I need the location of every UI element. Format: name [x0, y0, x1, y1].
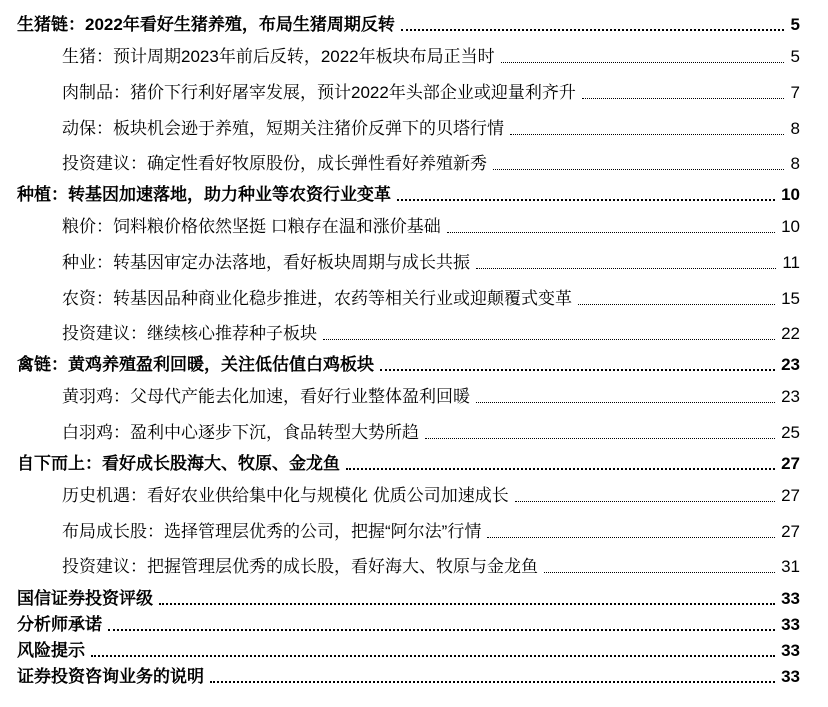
toc-entry-title: 动保：板块机会逊于养殖，短期关注猪价反弹下的贝塔行情	[62, 119, 504, 138]
dot-leader	[210, 681, 775, 683]
toc-entry[interactable]	[0, 212, 828, 242]
toc-entry-page: 23	[781, 355, 800, 374]
toc-entry[interactable]	[0, 552, 828, 582]
dot-leader	[380, 369, 775, 371]
toc-entry[interactable]	[0, 78, 828, 108]
toc-entry-page: 23	[781, 387, 800, 406]
toc-entry-title: 投资建议：把握管理层优秀的成长股，看好海大、牧原与金龙鱼	[62, 557, 538, 576]
toc-entry[interactable]	[0, 517, 828, 547]
toc-entry-title: 风险提示	[17, 641, 85, 660]
toc-entry-title: 种业：转基因审定办法落地，看好板块周期与成长共振	[62, 253, 470, 272]
toc-entry[interactable]	[0, 180, 828, 210]
toc-entry-title: 种植：转基因加速落地，助力种业等农资行业变革	[17, 185, 391, 204]
toc-entry-title: 投资建议：继续核心推荐种子板块	[62, 324, 317, 343]
toc-entry-page: 31	[781, 557, 800, 576]
toc-entry-page: 27	[781, 454, 800, 473]
toc-entry[interactable]	[0, 114, 828, 144]
toc-entry-title: 农资：转基因品种商业化稳步推进，农药等相关行业或迎颠覆式变革	[62, 289, 572, 308]
toc-entry-title: 分析师承诺	[17, 615, 102, 634]
dot-leader	[447, 232, 775, 233]
dot-leader	[515, 501, 775, 502]
dot-leader	[397, 199, 775, 201]
toc-entry[interactable]	[0, 42, 828, 72]
toc-entry-title: 黄羽鸡：父母代产能去化加速，看好行业整体盈利回暖	[62, 387, 470, 406]
dot-leader	[91, 655, 775, 657]
toc-entry-title: 生猪：预计周期2023年前后反转，2022年板块布局正当时	[62, 47, 495, 66]
toc-entry-page: 7	[790, 83, 800, 102]
toc-entry-title: 布局成长股：选择管理层优秀的公司，把握“阿尔法”行情	[62, 522, 482, 541]
dot-leader	[159, 603, 775, 605]
toc-entry-page: 10	[781, 217, 800, 236]
toc-entry[interactable]	[0, 662, 828, 692]
toc-entry[interactable]	[0, 382, 828, 412]
toc-entry-page: 8	[790, 119, 800, 138]
toc-entry-page: 27	[781, 522, 800, 541]
toc-entry[interactable]	[0, 481, 828, 511]
toc-entry-title: 白羽鸡：盈利中心逐步下沉，食品转型大势所趋	[62, 423, 419, 442]
toc-entry-page: 5	[790, 47, 800, 66]
toc-entry[interactable]	[0, 248, 828, 278]
dot-leader	[501, 62, 784, 63]
toc-entry-title: 历史机遇：看好农业供给集中化与规模化 优质公司加速成长	[62, 486, 509, 505]
toc-entry-title: 禽链：黄鸡养殖盈利回暖，关注低估值白鸡板块	[17, 355, 374, 374]
toc-entry-title: 粮价：饲料粮价格依然坚挺 口粮存在温和涨价基础	[62, 217, 441, 236]
toc-entry-title: 肉制品：猪价下行利好屠宰发展，预计2022年头部企业或迎量利齐升	[62, 83, 576, 102]
toc-entry-page: 33	[781, 667, 800, 686]
dot-leader	[476, 402, 775, 403]
toc-entry[interactable]	[0, 350, 828, 380]
dot-leader	[487, 537, 775, 538]
toc-entry-page: 33	[781, 641, 800, 660]
dot-leader	[582, 98, 784, 99]
dot-leader	[578, 304, 775, 305]
toc-entry[interactable]	[0, 284, 828, 314]
toc-entry[interactable]	[0, 449, 828, 479]
dot-leader	[425, 438, 775, 439]
toc-entry[interactable]	[0, 418, 828, 448]
toc-entry-page: 8	[790, 154, 800, 173]
toc-entry-title: 自下而上：看好成长股海大、牧原、金龙鱼	[17, 454, 340, 473]
toc-entry-title: 证券投资咨询业务的说明	[17, 667, 204, 686]
toc-entry-page: 33	[781, 589, 800, 608]
dot-leader	[493, 169, 784, 170]
toc-entry[interactable]	[0, 149, 828, 179]
toc-entry-title: 国信证券投资评级	[17, 589, 153, 608]
dot-leader	[544, 572, 775, 573]
dot-leader	[476, 268, 776, 269]
dot-leader	[323, 339, 775, 340]
toc-entry-page: 22	[781, 324, 800, 343]
toc-entry[interactable]	[0, 319, 828, 349]
dot-leader	[108, 629, 775, 631]
toc-entry-title: 投资建议：确定性看好牧原股份，成长弹性看好养殖新秀	[62, 154, 487, 173]
dot-leader	[510, 134, 784, 135]
toc-entry-page: 15	[781, 289, 800, 308]
toc-entry-page: 33	[781, 615, 800, 634]
toc-entry-page: 25	[781, 423, 800, 442]
toc-entry[interactable]	[0, 10, 828, 40]
dot-leader	[346, 468, 775, 470]
toc-entry-page: 5	[790, 15, 800, 34]
dot-leader	[401, 29, 784, 31]
toc-entry-title: 生猪链：2022年看好生猪养殖，布局生猪周期反转	[17, 15, 395, 34]
toc-entry-page: 11	[782, 253, 800, 272]
toc-entry-page: 10	[781, 185, 800, 204]
toc-entry-page: 27	[781, 486, 800, 505]
